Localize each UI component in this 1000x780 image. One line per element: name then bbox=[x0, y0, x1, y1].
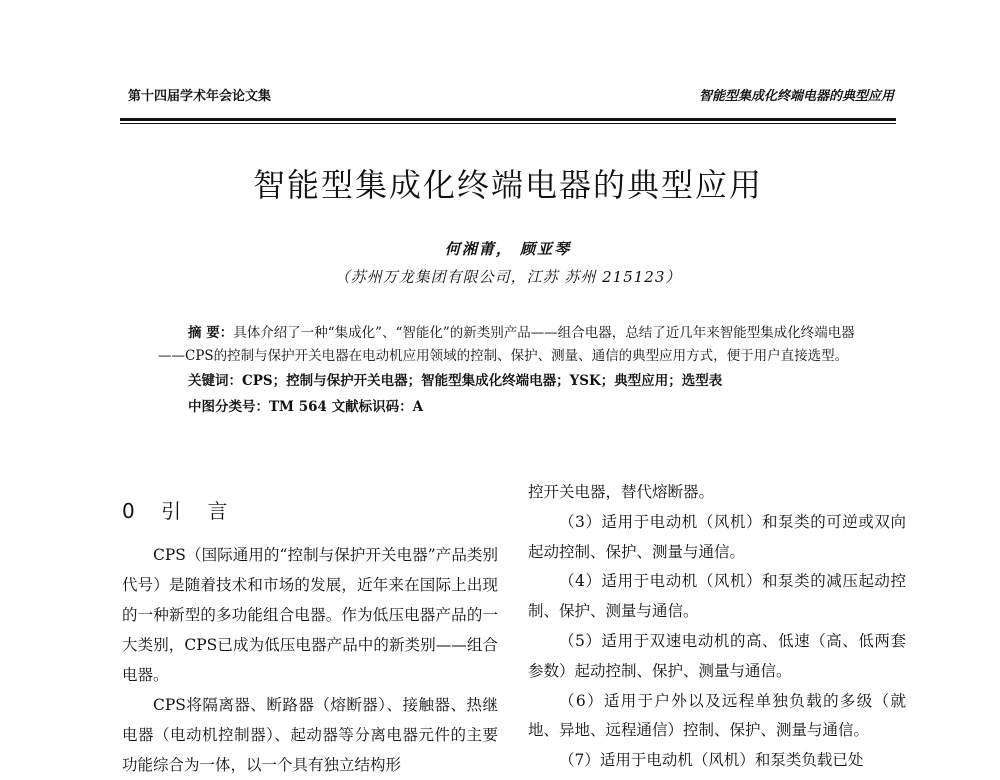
section-heading: 0 引 言 bbox=[122, 499, 238, 523]
classification-line bbox=[158, 394, 870, 420]
running-title: 智能型集成化终端电器的典型应用 bbox=[698, 89, 894, 104]
abstract-label: 摘 要： bbox=[188, 325, 234, 341]
classification-value: TM 564 bbox=[269, 399, 327, 415]
keywords-text: CPS；控制与保护开关电器；智能型集成化终端电器；YSK；典型应用；选型表 bbox=[242, 373, 723, 389]
right-paragraph: （7）适用于电动机（风机）和泵类负载已处 bbox=[559, 751, 864, 770]
right-column bbox=[528, 478, 906, 776]
header-rule-thin bbox=[120, 123, 896, 124]
keywords-label: 关键词： bbox=[188, 373, 242, 389]
right-paragraph: （4）适用于电动机（风机）和泵类的减压起动控制、保护、测量与通信。 bbox=[528, 572, 906, 621]
doc-code-value: A bbox=[412, 399, 424, 415]
classification-label: 中图分类号： bbox=[188, 399, 269, 415]
journal-name: 第十四届学术年会论文集 bbox=[128, 89, 272, 104]
paper-title: 智能型集成化终端电器的典型应用 bbox=[252, 166, 763, 204]
left-paragraph: CPS（国际通用的“控制与保护开关电器”产品类别代号）是随着技术和市场的发展，近年来在国际上出现的一种新型的多功能组合电器。作为低压电器产品的一大类别，CPS已成为低压电器产品中的新类别——组合电器。 bbox=[122, 546, 498, 684]
right-paragraph: 控开关电器，替代熔断器。 bbox=[528, 483, 715, 501]
right-paragraph: （3）适用于电动机（风机）和泵类的可逆或双向起动控制、保护、测量与通信。 bbox=[528, 512, 906, 561]
left-column bbox=[122, 494, 498, 780]
paper-affiliation: （苏州万龙集团有限公司，江苏 苏州 215123） bbox=[334, 268, 682, 286]
paper-authors: 何湘莆， 顾亚琴 bbox=[444, 240, 572, 258]
header-rule-thick bbox=[120, 118, 896, 121]
abstract bbox=[158, 322, 870, 368]
right-paragraph: （5）适用于双速电动机的高、低速（高、低两套参数）起动控制、保护、测量与通信。 bbox=[528, 631, 906, 680]
left-paragraph: CPS将隔离器、断路器（熔断器）、接触器、热继电器（电动机控制器）、起动器等分离电器元件的主要功能综合为一体，以一个具有独立结构形 bbox=[122, 696, 498, 774]
doc-code-label: 文献标识码： bbox=[331, 399, 413, 415]
abstract-block bbox=[158, 322, 870, 420]
keywords-line bbox=[158, 368, 870, 394]
abstract-text: 具体介绍了一种“集成化”、“智能化”的新类别产品——组合电器，总结了近几年来智能型集成化终端电器——CPS的控制与保护开关电器在电动机应用领域的控制、保护、测量、通信的典型应用方式，便于用户直接选型。 bbox=[158, 325, 855, 364]
right-paragraph: （6）适用于户外以及远程单独负载的多级（就地、异地、远程通信）控制、保护、测量与通信。 bbox=[528, 691, 906, 740]
running-header bbox=[128, 85, 894, 107]
